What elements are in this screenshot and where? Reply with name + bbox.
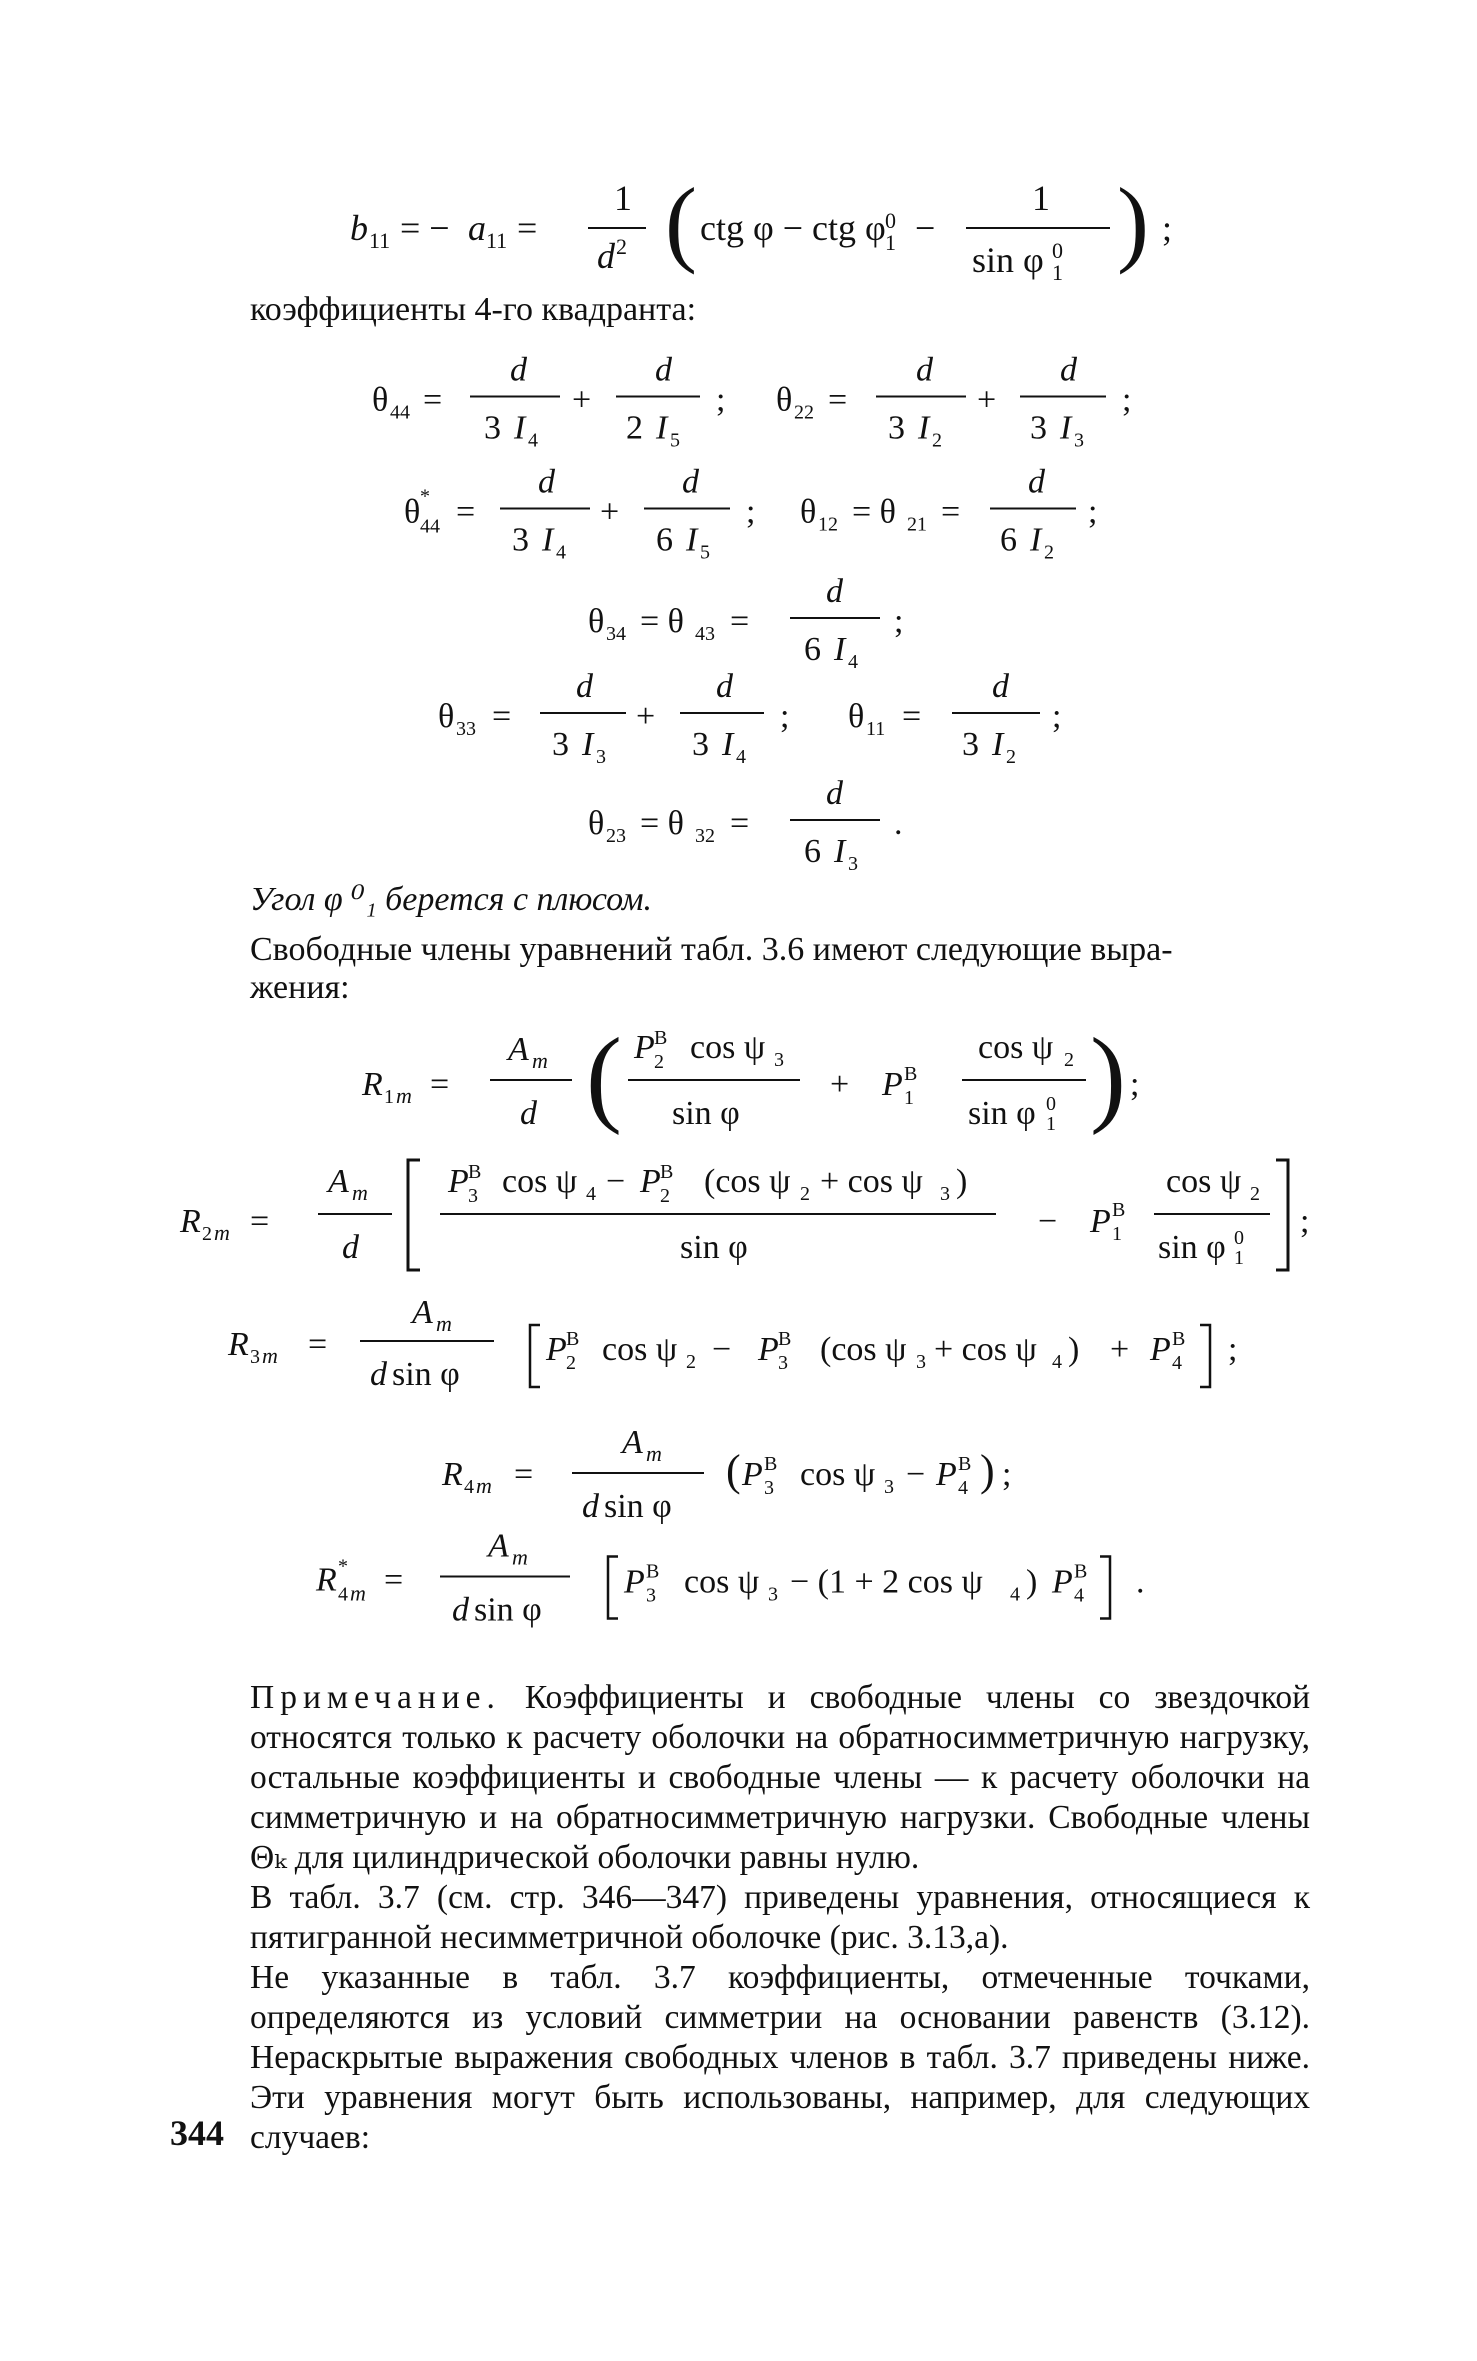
coefficients-heading: коэффициенты 4-го квадранта: bbox=[250, 291, 697, 328]
svg-text:A: A bbox=[328, 1163, 349, 1200]
svg-text:R: R bbox=[316, 1561, 337, 1599]
svg-text:+: + bbox=[977, 381, 997, 419]
svg-text:4: 4 bbox=[1172, 1352, 1182, 1374]
svg-text:P: P bbox=[758, 1331, 779, 1368]
svg-text:5: 5 bbox=[670, 429, 680, 452]
svg-text:sin φ: sin φ bbox=[474, 1591, 542, 1629]
svg-text:1: 1 bbox=[1234, 1247, 1244, 1269]
svg-text:3: 3 bbox=[484, 409, 501, 447]
svg-text:43: 43 bbox=[695, 623, 715, 645]
svg-text:cos ψ: cos ψ bbox=[1166, 1163, 1242, 1200]
svg-text:22: 22 bbox=[794, 401, 814, 424]
free-terms-intro-line1: Свободные члены уравнений табл. 3.6 имеют следующие выра- bbox=[250, 931, 1173, 968]
svg-text:2: 2 bbox=[686, 1351, 696, 1373]
svg-text:P: P bbox=[448, 1163, 469, 1200]
svg-text:A: A bbox=[622, 1424, 643, 1461]
svg-text:=: = bbox=[828, 381, 848, 419]
svg-text:I: I bbox=[542, 521, 554, 559]
formula-b11 bbox=[0, 160, 1477, 300]
svg-text:3: 3 bbox=[1074, 429, 1084, 452]
svg-text:32: 32 bbox=[695, 825, 715, 847]
svg-text:d: d bbox=[510, 351, 527, 389]
svg-text:B: B bbox=[778, 1328, 792, 1350]
svg-text:=: = bbox=[492, 698, 512, 735]
svg-text:m: m bbox=[532, 1048, 548, 1073]
svg-text:θ: θ bbox=[800, 493, 817, 531]
svg-text:4: 4 bbox=[338, 1583, 348, 1606]
svg-text:4: 4 bbox=[958, 1477, 968, 1499]
svg-text:2: 2 bbox=[1006, 746, 1016, 768]
svg-text:=: = bbox=[456, 493, 476, 531]
svg-text:*: * bbox=[420, 485, 430, 508]
svg-text:B: B bbox=[764, 1453, 778, 1475]
svg-text:;: ; bbox=[1088, 493, 1098, 531]
svg-text:4: 4 bbox=[556, 541, 566, 564]
svg-text:+: + bbox=[830, 1066, 850, 1103]
svg-text:m: m bbox=[262, 1343, 278, 1368]
svg-text:b: b bbox=[350, 208, 368, 248]
svg-text:I: I bbox=[1060, 409, 1072, 447]
svg-text:cos ψ: cos ψ bbox=[602, 1331, 678, 1368]
svg-text:34: 34 bbox=[606, 623, 626, 645]
svg-text:(cos ψ: (cos ψ bbox=[704, 1163, 791, 1200]
svg-text:12: 12 bbox=[818, 513, 838, 536]
svg-text:=: = bbox=[514, 1456, 534, 1493]
svg-text:33: 33 bbox=[456, 718, 476, 740]
svg-text:P: P bbox=[634, 1029, 655, 1066]
svg-text:=: = bbox=[384, 1561, 404, 1599]
note-body: Коэффициенты и свободные члены со звездочкой относятся только к расчету оболочки на обратносимметричную нагрузку, остальные коэффициенты и свободные члены — к расчету оболочки на симметричную и на обратносимметричную нагрузки. Свободные члены Θₖ для цилиндрической оболочки равны нулю. bbox=[250, 1679, 1310, 1876]
svg-text:= θ: = θ bbox=[640, 805, 684, 842]
svg-text:3: 3 bbox=[692, 726, 709, 763]
svg-text:3: 3 bbox=[1030, 409, 1047, 447]
svg-text:;: ; bbox=[1122, 381, 1132, 419]
svg-text:2: 2 bbox=[616, 234, 627, 259]
svg-text:P: P bbox=[1052, 1563, 1073, 1601]
svg-text:11: 11 bbox=[486, 228, 508, 253]
svg-text:R: R bbox=[180, 1203, 201, 1240]
svg-text:4: 4 bbox=[848, 651, 858, 673]
svg-text:=: = bbox=[517, 208, 538, 248]
svg-text:a: a bbox=[468, 208, 486, 248]
svg-text:6: 6 bbox=[804, 833, 821, 870]
svg-text:θ: θ bbox=[776, 381, 793, 419]
svg-text:): ) bbox=[1117, 168, 1149, 275]
svg-text:cos ψ: cos ψ bbox=[690, 1029, 766, 1066]
svg-text:−: − bbox=[915, 208, 936, 248]
page-number: 344 bbox=[170, 2113, 224, 2153]
svg-text:d: d bbox=[826, 573, 843, 610]
svg-text:θ: θ bbox=[372, 381, 389, 419]
svg-text:cos ψ: cos ψ bbox=[502, 1163, 578, 1200]
svg-text:2: 2 bbox=[800, 1183, 810, 1205]
svg-text:(: ( bbox=[586, 1017, 622, 1136]
svg-text:2: 2 bbox=[1044, 541, 1054, 564]
svg-text:I: I bbox=[992, 726, 1004, 763]
angle-note: Угол φ ⁰₁ берется с плюсом. bbox=[250, 881, 653, 918]
svg-text:d: d bbox=[538, 463, 555, 501]
formula-R2m bbox=[0, 1140, 1477, 1280]
svg-text:I: I bbox=[514, 409, 526, 447]
svg-text:cos ψ: cos ψ bbox=[978, 1029, 1054, 1066]
svg-text:;: ; bbox=[1300, 1203, 1310, 1240]
svg-text:d: d bbox=[1028, 463, 1045, 501]
svg-text:3: 3 bbox=[916, 1351, 926, 1373]
svg-text:d: d bbox=[582, 1488, 599, 1525]
svg-text:B: B bbox=[468, 1161, 482, 1183]
svg-text:1: 1 bbox=[1032, 178, 1050, 218]
svg-text:m: m bbox=[350, 1580, 366, 1606]
svg-text:): ) bbox=[1068, 1331, 1080, 1368]
svg-text:d: d bbox=[370, 1356, 387, 1393]
svg-text:;: ; bbox=[716, 381, 726, 419]
svg-text:6: 6 bbox=[1000, 521, 1017, 559]
svg-text:6: 6 bbox=[656, 521, 673, 559]
svg-text:;: ; bbox=[746, 493, 756, 531]
formula-R1m bbox=[0, 1010, 1477, 1150]
svg-text:θ: θ bbox=[438, 698, 455, 735]
svg-text:R: R bbox=[442, 1456, 463, 1493]
svg-text:P: P bbox=[624, 1563, 645, 1601]
svg-text:3: 3 bbox=[848, 853, 858, 875]
svg-text:sin φ: sin φ bbox=[392, 1356, 460, 1393]
svg-text:=: = bbox=[430, 1066, 450, 1103]
svg-text:(: ( bbox=[726, 1446, 741, 1495]
svg-text:;: ; bbox=[1162, 208, 1173, 248]
svg-text:0: 0 bbox=[1234, 1227, 1244, 1249]
svg-text:=: = bbox=[308, 1326, 328, 1363]
svg-text:;: ; bbox=[1228, 1331, 1238, 1368]
free-terms-intro-line2: жения: bbox=[250, 969, 350, 1006]
svg-text:1: 1 bbox=[1112, 1223, 1122, 1245]
svg-text:I: I bbox=[722, 726, 734, 763]
svg-text:2: 2 bbox=[1250, 1183, 1260, 1205]
svg-text:R: R bbox=[228, 1326, 249, 1363]
svg-text:P: P bbox=[936, 1456, 957, 1493]
svg-text:− (1 + 2 cos ψ: − (1 + 2 cos ψ bbox=[790, 1563, 983, 1601]
svg-text:d: d bbox=[576, 668, 593, 705]
svg-text:+: + bbox=[1110, 1331, 1130, 1368]
svg-text:−: − bbox=[712, 1331, 732, 1368]
table-3-7-paragraph: В табл. 3.7 (см. стр. 346—347) приведены уравнения, относящиеся к пятигранной несимметричной оболочке (рис. 3.13,а). bbox=[250, 1879, 1310, 1956]
svg-text:P: P bbox=[1090, 1203, 1111, 1240]
formula-R4m-star bbox=[0, 1510, 1477, 1650]
svg-text:2: 2 bbox=[932, 429, 942, 452]
svg-text:B: B bbox=[1074, 1560, 1088, 1583]
svg-text:d: d bbox=[655, 351, 672, 389]
svg-text:−: − bbox=[906, 1456, 926, 1493]
svg-text:=: = bbox=[250, 1203, 270, 1240]
svg-text:): ) bbox=[1090, 1017, 1126, 1136]
svg-text:21: 21 bbox=[907, 513, 927, 536]
svg-text:d: d bbox=[452, 1591, 469, 1629]
svg-text:44: 44 bbox=[390, 401, 410, 424]
svg-text:;: ; bbox=[1130, 1066, 1140, 1103]
svg-text:2: 2 bbox=[566, 1352, 576, 1374]
svg-text:1: 1 bbox=[885, 230, 896, 255]
svg-text:B: B bbox=[1172, 1328, 1186, 1350]
svg-text:5: 5 bbox=[700, 541, 710, 564]
svg-text:(: ( bbox=[665, 168, 697, 275]
svg-text:B: B bbox=[1112, 1199, 1126, 1221]
svg-text:sin φ: sin φ bbox=[972, 240, 1044, 280]
svg-text:d: d bbox=[597, 236, 615, 276]
svg-text:3: 3 bbox=[512, 521, 529, 559]
svg-text:*: * bbox=[338, 1555, 348, 1578]
svg-text:4: 4 bbox=[1074, 1584, 1084, 1607]
formula-R3m bbox=[0, 1275, 1477, 1415]
svg-text:m: m bbox=[214, 1220, 230, 1245]
svg-text:B: B bbox=[646, 1560, 660, 1583]
svg-text:R: R bbox=[362, 1066, 383, 1103]
svg-text:;: ; bbox=[1002, 1456, 1012, 1493]
svg-text:I: I bbox=[656, 409, 668, 447]
svg-text:3: 3 bbox=[764, 1477, 774, 1499]
svg-text:=: = bbox=[423, 381, 443, 419]
svg-text:+: + bbox=[636, 698, 656, 735]
svg-text:11: 11 bbox=[369, 228, 391, 253]
svg-text:4: 4 bbox=[736, 746, 746, 768]
svg-text:3: 3 bbox=[774, 1049, 784, 1071]
svg-text:ctg φ − ctg φ: ctg φ − ctg φ bbox=[700, 208, 886, 248]
svg-text:θ: θ bbox=[848, 698, 865, 735]
svg-text:2: 2 bbox=[654, 1051, 664, 1073]
svg-text:.: . bbox=[894, 805, 903, 842]
svg-text:m: m bbox=[512, 1544, 528, 1570]
svg-text:1: 1 bbox=[1052, 260, 1063, 285]
svg-text:−: − bbox=[1038, 1203, 1058, 1240]
svg-text:3: 3 bbox=[552, 726, 569, 763]
svg-text:I: I bbox=[686, 521, 698, 559]
svg-text:B: B bbox=[566, 1328, 580, 1350]
svg-text:= −: = − bbox=[400, 208, 450, 248]
svg-text:d: d bbox=[992, 668, 1009, 705]
svg-text:=: = bbox=[941, 493, 961, 531]
svg-text:3: 3 bbox=[940, 1183, 950, 1205]
svg-text:1: 1 bbox=[614, 178, 632, 218]
svg-text:3: 3 bbox=[596, 746, 606, 768]
svg-text:+ cos ψ: + cos ψ bbox=[934, 1331, 1037, 1368]
svg-text:cos ψ: cos ψ bbox=[800, 1456, 876, 1493]
svg-text:sin φ: sin φ bbox=[680, 1229, 748, 1266]
note-label: Примечание. bbox=[250, 1679, 501, 1716]
svg-text:sin φ: sin φ bbox=[968, 1095, 1036, 1132]
svg-text:= θ: = θ bbox=[640, 603, 684, 640]
svg-text:sin φ: sin φ bbox=[672, 1095, 740, 1132]
svg-text:d: d bbox=[1060, 351, 1077, 389]
svg-text:θ: θ bbox=[588, 805, 605, 842]
svg-text:m: m bbox=[396, 1083, 412, 1108]
svg-text:2: 2 bbox=[1064, 1049, 1074, 1071]
svg-text:3: 3 bbox=[468, 1185, 478, 1207]
svg-text:1: 1 bbox=[1046, 1113, 1056, 1135]
svg-text:P: P bbox=[546, 1331, 567, 1368]
svg-text:sin φ: sin φ bbox=[604, 1488, 672, 1525]
svg-text:+: + bbox=[600, 493, 620, 531]
svg-text:1: 1 bbox=[384, 1086, 394, 1108]
svg-text:P: P bbox=[742, 1456, 763, 1493]
svg-text:A: A bbox=[488, 1527, 509, 1565]
svg-text:3: 3 bbox=[962, 726, 979, 763]
svg-text:+: + bbox=[572, 381, 592, 419]
svg-text:I: I bbox=[834, 833, 846, 870]
svg-text:4: 4 bbox=[1010, 1583, 1020, 1606]
svg-text:=: = bbox=[730, 603, 750, 640]
svg-text:0: 0 bbox=[1046, 1093, 1056, 1115]
svg-text:): ) bbox=[956, 1163, 968, 1200]
svg-text:m: m bbox=[646, 1441, 662, 1466]
svg-text:0: 0 bbox=[1052, 238, 1063, 263]
svg-text:I: I bbox=[582, 726, 594, 763]
svg-text:= θ: = θ bbox=[852, 493, 896, 531]
svg-text:2: 2 bbox=[660, 1185, 670, 1207]
svg-text:11: 11 bbox=[866, 718, 886, 740]
svg-text:m: m bbox=[352, 1180, 368, 1205]
svg-text:d: d bbox=[916, 351, 933, 389]
formula-theta23 bbox=[0, 755, 1477, 895]
svg-text:4: 4 bbox=[586, 1183, 596, 1205]
svg-text:23: 23 bbox=[606, 825, 626, 847]
svg-text:2: 2 bbox=[626, 409, 643, 447]
svg-text:θ: θ bbox=[588, 603, 605, 640]
svg-text:d: d bbox=[682, 463, 699, 501]
svg-text:.: . bbox=[1136, 1563, 1145, 1601]
svg-text:d: d bbox=[716, 668, 733, 705]
svg-text:P: P bbox=[882, 1066, 903, 1103]
svg-text:0: 0 bbox=[885, 208, 896, 233]
svg-text:I: I bbox=[1030, 521, 1042, 559]
svg-text:−: − bbox=[606, 1163, 626, 1200]
svg-text:3: 3 bbox=[768, 1583, 778, 1606]
svg-text:3: 3 bbox=[250, 1346, 260, 1368]
svg-text:sin φ: sin φ bbox=[1158, 1229, 1226, 1266]
svg-text:4: 4 bbox=[528, 429, 538, 452]
svg-text:I: I bbox=[834, 631, 846, 668]
svg-text:;: ; bbox=[1052, 698, 1062, 735]
svg-text:A: A bbox=[412, 1294, 433, 1331]
svg-text:=: = bbox=[902, 698, 922, 735]
svg-text:44: 44 bbox=[420, 515, 440, 538]
svg-text:B: B bbox=[660, 1161, 674, 1183]
svg-text:cos ψ: cos ψ bbox=[684, 1563, 760, 1601]
svg-text:+ cos ψ: + cos ψ bbox=[820, 1163, 923, 1200]
svg-text:3: 3 bbox=[888, 409, 905, 447]
svg-text:I: I bbox=[918, 409, 930, 447]
svg-text:P: P bbox=[640, 1163, 661, 1200]
svg-text:A: A bbox=[508, 1031, 529, 1068]
svg-text:4: 4 bbox=[1052, 1351, 1062, 1373]
svg-text:B: B bbox=[904, 1063, 918, 1085]
svg-text:2: 2 bbox=[202, 1223, 212, 1245]
svg-text:6: 6 bbox=[804, 631, 821, 668]
svg-text:d: d bbox=[342, 1229, 359, 1266]
unspecified-coefficients-paragraph: Не указанные в табл. 3.7 коэффициенты, отмеченные точками, определяются из условий симметрии на основании равенств (3.12). Нераскрытые выражения свободных членов в табл. 3.7 приведены ниже. Эти уравнения могут быть использованы, например, для следующих случаев: bbox=[250, 1959, 1310, 2156]
svg-text:d: d bbox=[826, 775, 843, 812]
svg-text:3: 3 bbox=[778, 1352, 788, 1374]
svg-text:B: B bbox=[654, 1027, 668, 1049]
svg-text:): ) bbox=[1026, 1563, 1038, 1601]
svg-text:B: B bbox=[958, 1453, 972, 1475]
svg-text:d: d bbox=[520, 1095, 537, 1132]
svg-text:θ: θ bbox=[404, 493, 421, 531]
svg-text:4: 4 bbox=[464, 1476, 474, 1498]
svg-text:3: 3 bbox=[884, 1476, 894, 1498]
svg-text:m: m bbox=[476, 1473, 492, 1498]
svg-text:m: m bbox=[436, 1311, 452, 1336]
svg-text:;: ; bbox=[780, 698, 790, 735]
note-paragraph bbox=[250, 1678, 1310, 1878]
svg-text:;: ; bbox=[894, 603, 904, 640]
svg-text:): ) bbox=[980, 1446, 995, 1495]
svg-text:P: P bbox=[1150, 1331, 1171, 1368]
svg-text:(cos ψ: (cos ψ bbox=[820, 1331, 907, 1368]
svg-text:1: 1 bbox=[904, 1087, 914, 1109]
svg-text:3: 3 bbox=[646, 1584, 656, 1607]
svg-text:=: = bbox=[730, 805, 750, 842]
